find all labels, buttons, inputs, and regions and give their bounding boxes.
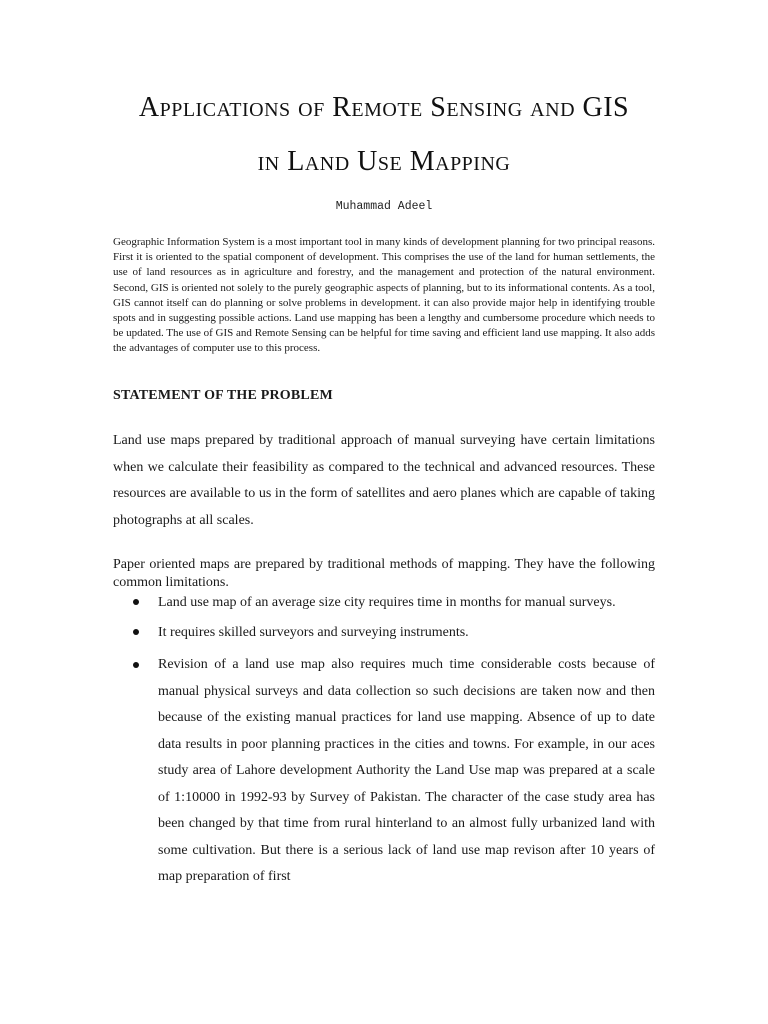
section-heading: STATEMENT OF THE PROBLEM <box>113 388 333 403</box>
bullet-item <box>113 624 655 642</box>
abstract-paragraph: Geographic Information System is a most important tool in many kinds of development planning for two principal reasons. First it is oriented to the spatial component of development. This comprises the use of the land for human settlements, the use of land resources as in agriculture and forestry, and the management and protection of the natural environment. Second, GIS is oriented not solely to the purely geographic aspects of planning, but to its informational contents. As a tool, GIS cannot itself can do planning or solve problems in development. it can also provide major help in identifying trouble spots and in suggesting possible actions. Land use mapping has been a lengthy and cumbersome procedure which needs to be updated. The use of GIS and Remote Sensing can be helpful for time saving and efficient land use mapping. It also adds the advantages of computer use to this process. <box>113 236 655 355</box>
bullet-dot-icon <box>133 599 139 605</box>
bullet-list <box>113 594 655 612</box>
body-paragraph-1: Land use maps prepared by traditional approach of manual surveying have certain limitations when we calculate their feasibility as compared to the technical and advanced resources. These resources are available to us in the form of satellites and aero planes which are capable of taking photographs at all scales. <box>113 433 655 528</box>
author-name: Muhammad Adeel <box>335 200 433 213</box>
bullet-text: It requires skilled surveyors and surveying instruments. <box>158 625 469 640</box>
bullet-item <box>113 652 655 891</box>
bullet-list <box>113 624 655 642</box>
bullet-list <box>113 652 655 891</box>
bullet-text: Land use map of an average size city requires time in months for manual surveys. <box>158 595 616 610</box>
bullet-item <box>113 594 655 612</box>
body-paragraph-2: Paper oriented maps are prepared by traditional methods of mapping. They have the following common limitations. <box>113 557 655 590</box>
document-title-line-1: Applications of Remote Sensing and GIS <box>138 92 630 123</box>
bullet-dot-icon <box>133 629 139 635</box>
bullet-text: Revision of a land use map also requires much time considerable costs because of manual physical surveys and data collection so such decisions are taken now and then because of the existing manual practices for land use mapping. Absence of up to date data results in poor planning practices in the cities and towns. For example, in our aces study area of Lahore development Authority the Land Use map was prepared at a scale of 1:10000 in 1992-93 by Survey of Pakistan. The character of the case study area has been changed by that time from rural hinterland to an almost fully urbanized land with some cultivation. But there is a serious lack of land use map revison after 10 years of map preparation of first <box>158 657 655 884</box>
document-title-line-2: in Land Use Mapping <box>257 146 511 177</box>
bullet-dot-icon <box>133 662 139 668</box>
